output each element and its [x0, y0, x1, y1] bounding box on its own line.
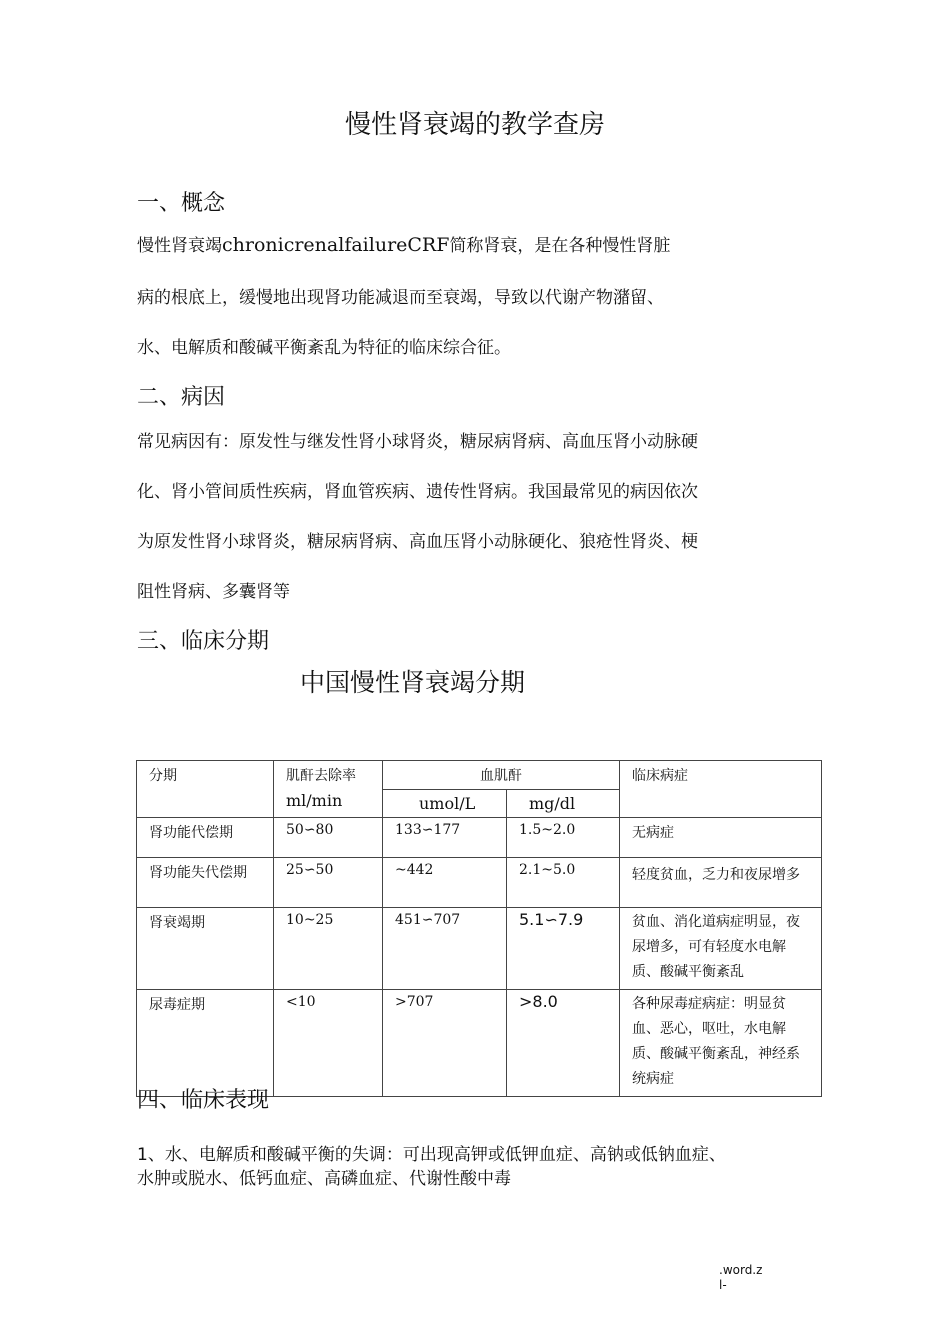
table-row: [137, 990, 822, 1097]
row-stage: 肾功能代偿期: [137, 818, 274, 858]
concept-line-1-pre: 慢性肾衰竭: [137, 236, 222, 256]
row-mgdl: 1.5~2.0: [507, 818, 620, 858]
row-stage: 肾衰竭期: [137, 908, 274, 990]
cause-line-2: 化、肾小管间质性疾病，肾血管疾病、遗传性肾病。我国最常见的病因依次: [137, 482, 698, 502]
row-symptom: 无病症: [620, 818, 822, 858]
cause-line-3: 为原发性肾小球肾炎，糖尿病肾病、高血压肾小动脉硬化、狼疮性肾炎、梗: [137, 532, 698, 552]
header-rate: [274, 761, 383, 818]
row-umol: 133∽177: [383, 818, 507, 858]
table-row: [137, 818, 822, 858]
footer-line-1: .word.z: [719, 1263, 763, 1277]
row-rate: 10~25: [274, 908, 383, 990]
concept-line-1-en: chronicrenalfailureCRF: [222, 234, 450, 256]
concept-heading: 一、概念: [137, 191, 226, 216]
row-stage: 尿毒症期: [137, 990, 274, 1097]
staging-heading: 三、临床分期: [137, 629, 270, 654]
clinical-line-2: 水肿或脱水、低钙血症、高磷血症、代谢性酸中毒: [137, 1169, 511, 1189]
table-row: [137, 858, 822, 908]
cause-heading: 二、病因: [137, 385, 226, 410]
staging-table-title: 中国慢性肾衰竭分期: [300, 668, 526, 697]
footer-line-2: l-: [719, 1278, 727, 1292]
header-blood: 血肌酐: [383, 761, 620, 790]
row-symptom: 贫血、消化道病症明显，夜尿增多，可有轻度水电解质、酸碱平衡紊乱: [620, 908, 822, 990]
cause-line-1: 常见病因有：原发性与继发性肾小球肾炎，糖尿病肾病、高血压肾小动脉硬: [137, 432, 698, 452]
table-row: [137, 908, 822, 990]
concept-line-1: [137, 231, 670, 256]
row-rate: <10: [274, 990, 383, 1097]
row-umol: >707: [383, 990, 507, 1097]
header-umol: umol/L: [383, 790, 507, 818]
cause-line-4: 阻性肾病、多囊肾等: [137, 582, 290, 602]
row-mgdl: >8.0: [507, 990, 620, 1097]
header-rate-unit: ml/min: [286, 791, 343, 810]
concept-line-3: 水、电解质和酸碱平衡紊乱为特征的临床综合征。: [137, 338, 511, 358]
row-umol: 451∽707: [383, 908, 507, 990]
row-rate: 50∽80: [274, 818, 383, 858]
row-symptom: 各种尿毒症病症：明显贫血、恶心，呕吐，水电解质、酸碱平衡紊乱，神经系统病症: [620, 990, 822, 1097]
clinical-line-1: 1、水、电解质和酸碱平衡的失调：可出现高钾或低钾血症、高钠或低钠血症、: [137, 1145, 726, 1165]
header-stage: 分期: [137, 761, 274, 818]
header-rate-label: 肌酐去除率: [286, 768, 356, 784]
concept-line-2: 病的根底上，缓慢地出现肾功能减退而至衰竭，导致以代谢产物潴留、: [137, 288, 664, 308]
table-header-row: [137, 761, 822, 790]
concept-line-1-post: 简称肾衰，是在各种慢性肾脏: [449, 236, 671, 256]
row-mgdl: 5.1∽7.9: [507, 908, 620, 990]
row-rate: 25∽50: [274, 858, 383, 908]
row-mgdl: 2.1~5.0: [507, 858, 620, 908]
staging-table: [136, 760, 822, 1097]
header-symptom: 临床病症: [620, 761, 822, 818]
row-stage: 肾功能失代偿期: [137, 858, 274, 908]
row-umol: ~442: [383, 858, 507, 908]
page-title: 慢性肾衰竭的教学查房: [344, 110, 605, 140]
header-mgdl: mg/dl: [507, 790, 620, 818]
row-symptom: 轻度贫血，乏力和夜尿增多: [620, 858, 822, 908]
clinical-heading: 四、临床表现: [137, 1088, 270, 1113]
